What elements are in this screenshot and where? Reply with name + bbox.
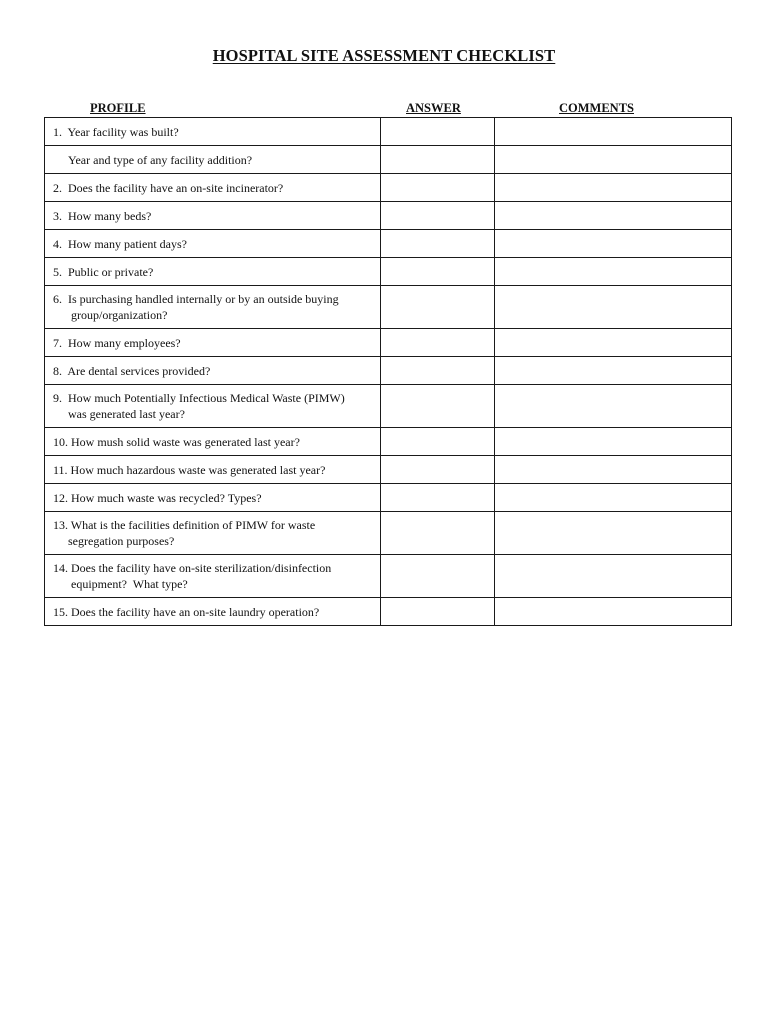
comments-cell[interactable] — [495, 174, 732, 202]
answer-cell[interactable] — [381, 329, 495, 357]
question-cell — [45, 385, 381, 428]
table-row — [45, 357, 732, 385]
comments-cell[interactable] — [495, 118, 732, 146]
profile-column-header: PROFILE — [90, 101, 146, 115]
comments-cell[interactable] — [495, 357, 732, 385]
table-row — [45, 329, 732, 357]
answer-cell[interactable] — [381, 286, 495, 329]
answer-cell[interactable] — [381, 258, 495, 286]
question-cell — [45, 230, 381, 258]
checklist-table — [44, 117, 732, 626]
answer-cell[interactable] — [381, 512, 495, 555]
question-text: 3. How many beds? — [53, 208, 152, 223]
table-row — [45, 484, 732, 512]
table-row — [45, 286, 732, 329]
question-text: 1. Year facility was built? — [53, 124, 179, 139]
comments-cell[interactable] — [495, 230, 732, 258]
question-cell — [45, 146, 381, 174]
question-text: 13. What is the facilities definition of PIMW for waste segregation purposes? — [53, 518, 316, 548]
comments-cell[interactable] — [495, 484, 732, 512]
question-text: 9. How much Potentially Infectious Medical Waste (PIMW) was generated last year? — [53, 391, 345, 421]
table-row — [45, 258, 732, 286]
table-row — [45, 598, 732, 626]
question-cell — [45, 456, 381, 484]
answer-cell[interactable] — [381, 146, 495, 174]
table-row — [45, 385, 732, 428]
comments-column-header: COMMENTS — [559, 101, 634, 115]
answer-cell[interactable] — [381, 118, 495, 146]
comments-cell[interactable] — [495, 385, 732, 428]
answer-cell[interactable] — [381, 428, 495, 456]
comments-cell[interactable] — [495, 555, 732, 598]
table-row — [45, 230, 732, 258]
table-row — [45, 512, 732, 555]
question-text: 14. Does the facility have on-site sterilization/disinfection equipment? What type? — [53, 561, 332, 591]
answer-cell[interactable] — [381, 456, 495, 484]
question-cell — [45, 202, 381, 230]
question-text: 5. Public or private? — [53, 264, 154, 279]
question-text: 15. Does the facility have an on-site laundry operation? — [53, 604, 320, 619]
question-cell — [45, 258, 381, 286]
question-cell — [45, 484, 381, 512]
comments-cell[interactable] — [495, 146, 732, 174]
table-row — [45, 146, 732, 174]
question-text: 12. How much waste was recycled? Types? — [53, 490, 262, 505]
table-row — [45, 174, 732, 202]
answer-cell[interactable] — [381, 598, 495, 626]
question-cell — [45, 174, 381, 202]
question-cell — [45, 357, 381, 385]
comments-cell[interactable] — [495, 512, 732, 555]
table-row — [45, 428, 732, 456]
answer-cell[interactable] — [381, 555, 495, 598]
question-cell — [45, 428, 381, 456]
comments-cell[interactable] — [495, 329, 732, 357]
question-text: 2. Does the facility have an on-site incinerator? — [53, 180, 284, 195]
question-text: 6. Is purchasing handled internally or by an outside buying group/organization? — [53, 292, 339, 322]
table-row — [45, 456, 732, 484]
question-cell — [45, 118, 381, 146]
table-row — [45, 202, 732, 230]
question-cell — [45, 329, 381, 357]
table-row — [45, 555, 732, 598]
question-cell — [45, 286, 381, 329]
comments-cell[interactable] — [495, 428, 732, 456]
question-cell — [45, 555, 381, 598]
comments-cell[interactable] — [495, 258, 732, 286]
comments-cell[interactable] — [495, 598, 732, 626]
question-text: 8. Are dental services provided? — [53, 363, 211, 378]
question-text: 10. How mush solid waste was generated last year? — [53, 434, 300, 449]
answer-cell[interactable] — [381, 230, 495, 258]
answer-cell[interactable] — [381, 385, 495, 428]
question-text: 11. How much hazardous waste was generated last year? — [53, 462, 326, 477]
answer-column-header: ANSWER — [406, 101, 461, 115]
question-cell — [45, 598, 381, 626]
comments-cell[interactable] — [495, 456, 732, 484]
comments-cell[interactable] — [495, 202, 732, 230]
comments-cell[interactable] — [495, 286, 732, 329]
answer-cell[interactable] — [381, 174, 495, 202]
question-text: Year and type of any facility addition? — [53, 152, 253, 167]
table-row — [45, 118, 732, 146]
answer-cell[interactable] — [381, 202, 495, 230]
answer-cell[interactable] — [381, 357, 495, 385]
question-text: 4. How many patient days? — [53, 236, 187, 251]
question-text: 7. How many employees? — [53, 335, 181, 350]
question-cell — [45, 512, 381, 555]
page-title: HOSPITAL SITE ASSESSMENT CHECKLIST — [212, 46, 556, 65]
answer-cell[interactable] — [381, 484, 495, 512]
